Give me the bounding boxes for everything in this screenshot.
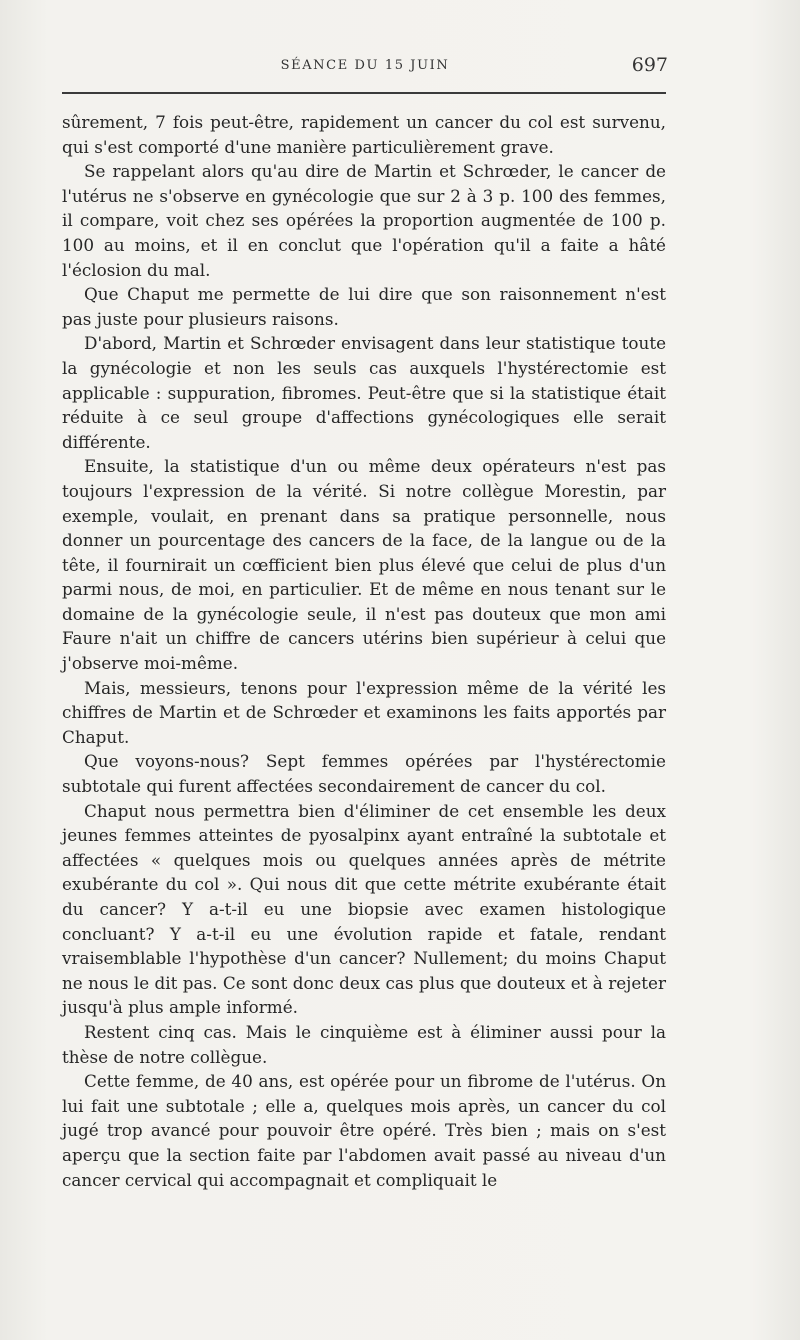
paragraph: Cette femme, de 40 ans, est opérée pour un fibrome de l'utérus. On lui fait une subtotale ; elle a, quelques mois après, un cancer du col jugé trop avancé pour pouvoir être opéré. Très bien ; mais on s'est aperçu que la section faite par l'abdomen avait passé au niveau d'un cancer cervical qui accompagnait et compliquait le xyxy=(62,1071,666,1190)
paragraph: Que Chaput me permette de lui dire que son raisonnement n'est pas juste pour plusieurs raisons. xyxy=(62,284,666,329)
paragraph: Ensuite, la statistique d'un ou même deux opérateurs n'est pas toujours l'expression de la vérité. Si notre collègue Morestin, par exemple, voulait, en prenant dans sa pratique personnelle, nous donner un pourcentage des cancers de la face, de la langue ou de la tête, il fournirait un cœfficient bien plus élevé que celui de plus d'un parmi nous, de moi, en particulier. Et de même en nous tenant sur le domaine de la gynécologie seule, il n'est pas douteux que mon ami Faure n'ait un chiffre de cancers utérins bien supérieur à celui que j'observe moi-même. xyxy=(62,456,666,674)
page-number: 697 xyxy=(631,54,668,76)
paragraph: Chaput nous permettra bien d'éliminer de cet ensemble les deux jeunes femmes atteintes de pyosalpinx ayant entraîné la subtotale et affectées « quelques mois ou quelques années après de métrite exubérante du col ». Qui nous dit que cette métrite exubérante était du cancer? Y a-t-il eu une biopsie avec examen histologique concluant? Y a-t-il eu une évolution rapide et fatale, rendant vraisemblable l'hypothèse d'un cancer? Nullement; du moins Chaput ne nous le dit pas. Ce sont donc deux cas plus que douteux et à rejeter jusqu'à plus ample informé. xyxy=(62,800,666,1018)
running-title: SÉANCE DU 15 JUIN xyxy=(280,58,450,73)
body-text xyxy=(62,110,666,1192)
paragraph: Restent cinq cas. Mais le cinquième est à éliminer aussi pour la thèse de notre collègue. xyxy=(62,1021,666,1067)
paragraph: sûrement, 7 fois peut-être, rapidement un cancer du col est survenu, qui s'est comporté d'une manière particulièrement grave. xyxy=(62,112,666,157)
paragraph: D'abord, Martin et Schrœder envisagent dans leur statistique toute la gynécologie et non les seuls cas auxquels l'hystérectomie est applicable : suppuration, fibromes. Peut-être que si la statistique était réduite à ce seul groupe d'affections gynécologiques elle serait différente. xyxy=(62,333,666,452)
paragraph: Mais, messieurs, tenons pour l'expression même de la vérité les chiffres de Martin et de Schrœder et examinons les faits apportés par Chaput. xyxy=(62,677,666,747)
paragraph: Se rappelant alors qu'au dire de Martin et Schrœder, le cancer de l'utérus ne s'observe en gynécologie que sur 2 à 3 p. 100 des femmes, il compare, voit chez ses opérées la proportion augmentée de 100 p. 100 au moins, et il en conclut que l'opération qu'il a faite a hâté l'éclosion du mal. xyxy=(62,161,666,280)
header-rule xyxy=(62,92,666,94)
paragraph: Que voyons-nous? Sept femmes opérées par l'hystérectomie subtotale qui furent affectées secondairement de cancer du col. xyxy=(62,751,666,797)
page-header xyxy=(62,54,668,78)
